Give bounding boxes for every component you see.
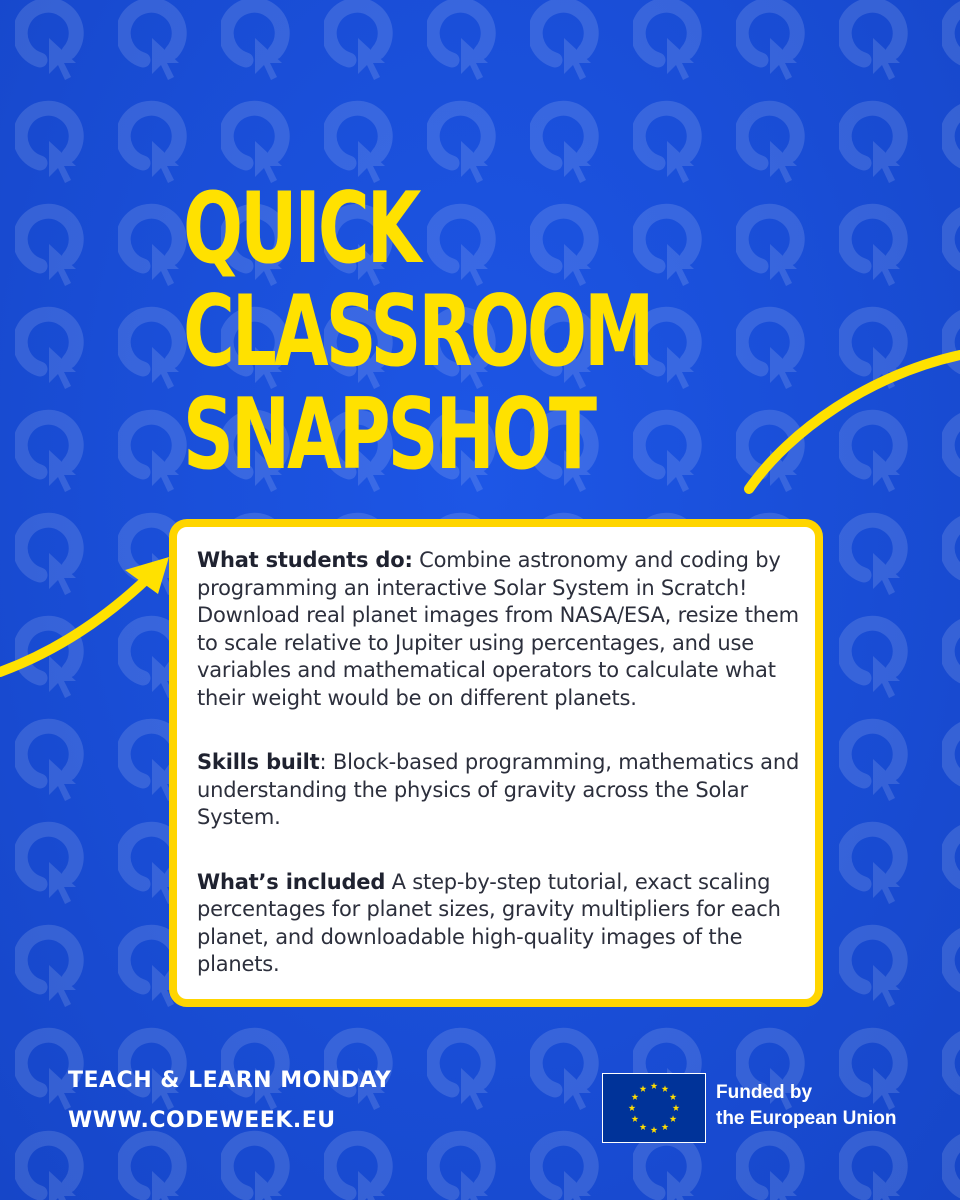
eu-star-icon [632,1093,639,1100]
skills-built-text: : Block-based programming, mathematics and understanding the physics of gravity across the Solar System. [197,750,800,829]
eu-star-icon [640,1123,647,1130]
codeweek-url-link[interactable]: WWW.CODEWEEK.EU [68,1108,336,1133]
title-line-2: CLASSROOM [183,275,652,389]
title-line-1: QUICK [183,172,419,286]
eu-star-icon [629,1104,636,1111]
eu-star-icon [640,1085,647,1092]
whats-included-heading: What’s included [197,869,386,894]
page-title [183,172,652,492]
skills-built-paragraph [197,749,801,832]
skills-built-heading: Skills built [197,750,320,774]
eu-funding-line-2: the European Union [716,1108,897,1129]
eu-funding-line-1: Funded by [716,1082,813,1103]
eu-stars-icon [603,1074,705,1142]
eu-funding-text [716,1080,897,1132]
whats-included-paragraph [197,869,801,979]
eu-flag-icon [602,1073,706,1143]
eu-star-icon [662,1123,669,1130]
eu-star-icon [651,1082,658,1089]
teach-learn-label: TEACH & LEARN MONDAY [68,1068,392,1093]
what-students-do-text: Combine astronomy and coding by programming an interactive Solar System in Scratch! Download real planet images from NASA/ESA, resize them to scale relative to Jupiter using percentages, and use variables and mathematical operators to calculate what their weight would be on different planets. [197,548,799,710]
what-students-do-paragraph [197,547,801,712]
eu-star-icon [632,1115,639,1122]
what-students-do-heading: What students do: [197,548,413,572]
eu-star-icon [670,1093,677,1100]
eu-star-icon [670,1115,677,1122]
title-line-3: SNAPSHOT [183,378,595,492]
eu-star-icon [673,1104,680,1111]
whats-included-text: A step-by-step tutorial, exact scaling percentages for planet sizes, gravity multipliers for each planet, and downloadable high-quality images of the planets. [197,869,781,976]
eu-star-icon [651,1126,658,1133]
eu-star-icon [662,1085,669,1092]
info-card [169,519,823,1007]
